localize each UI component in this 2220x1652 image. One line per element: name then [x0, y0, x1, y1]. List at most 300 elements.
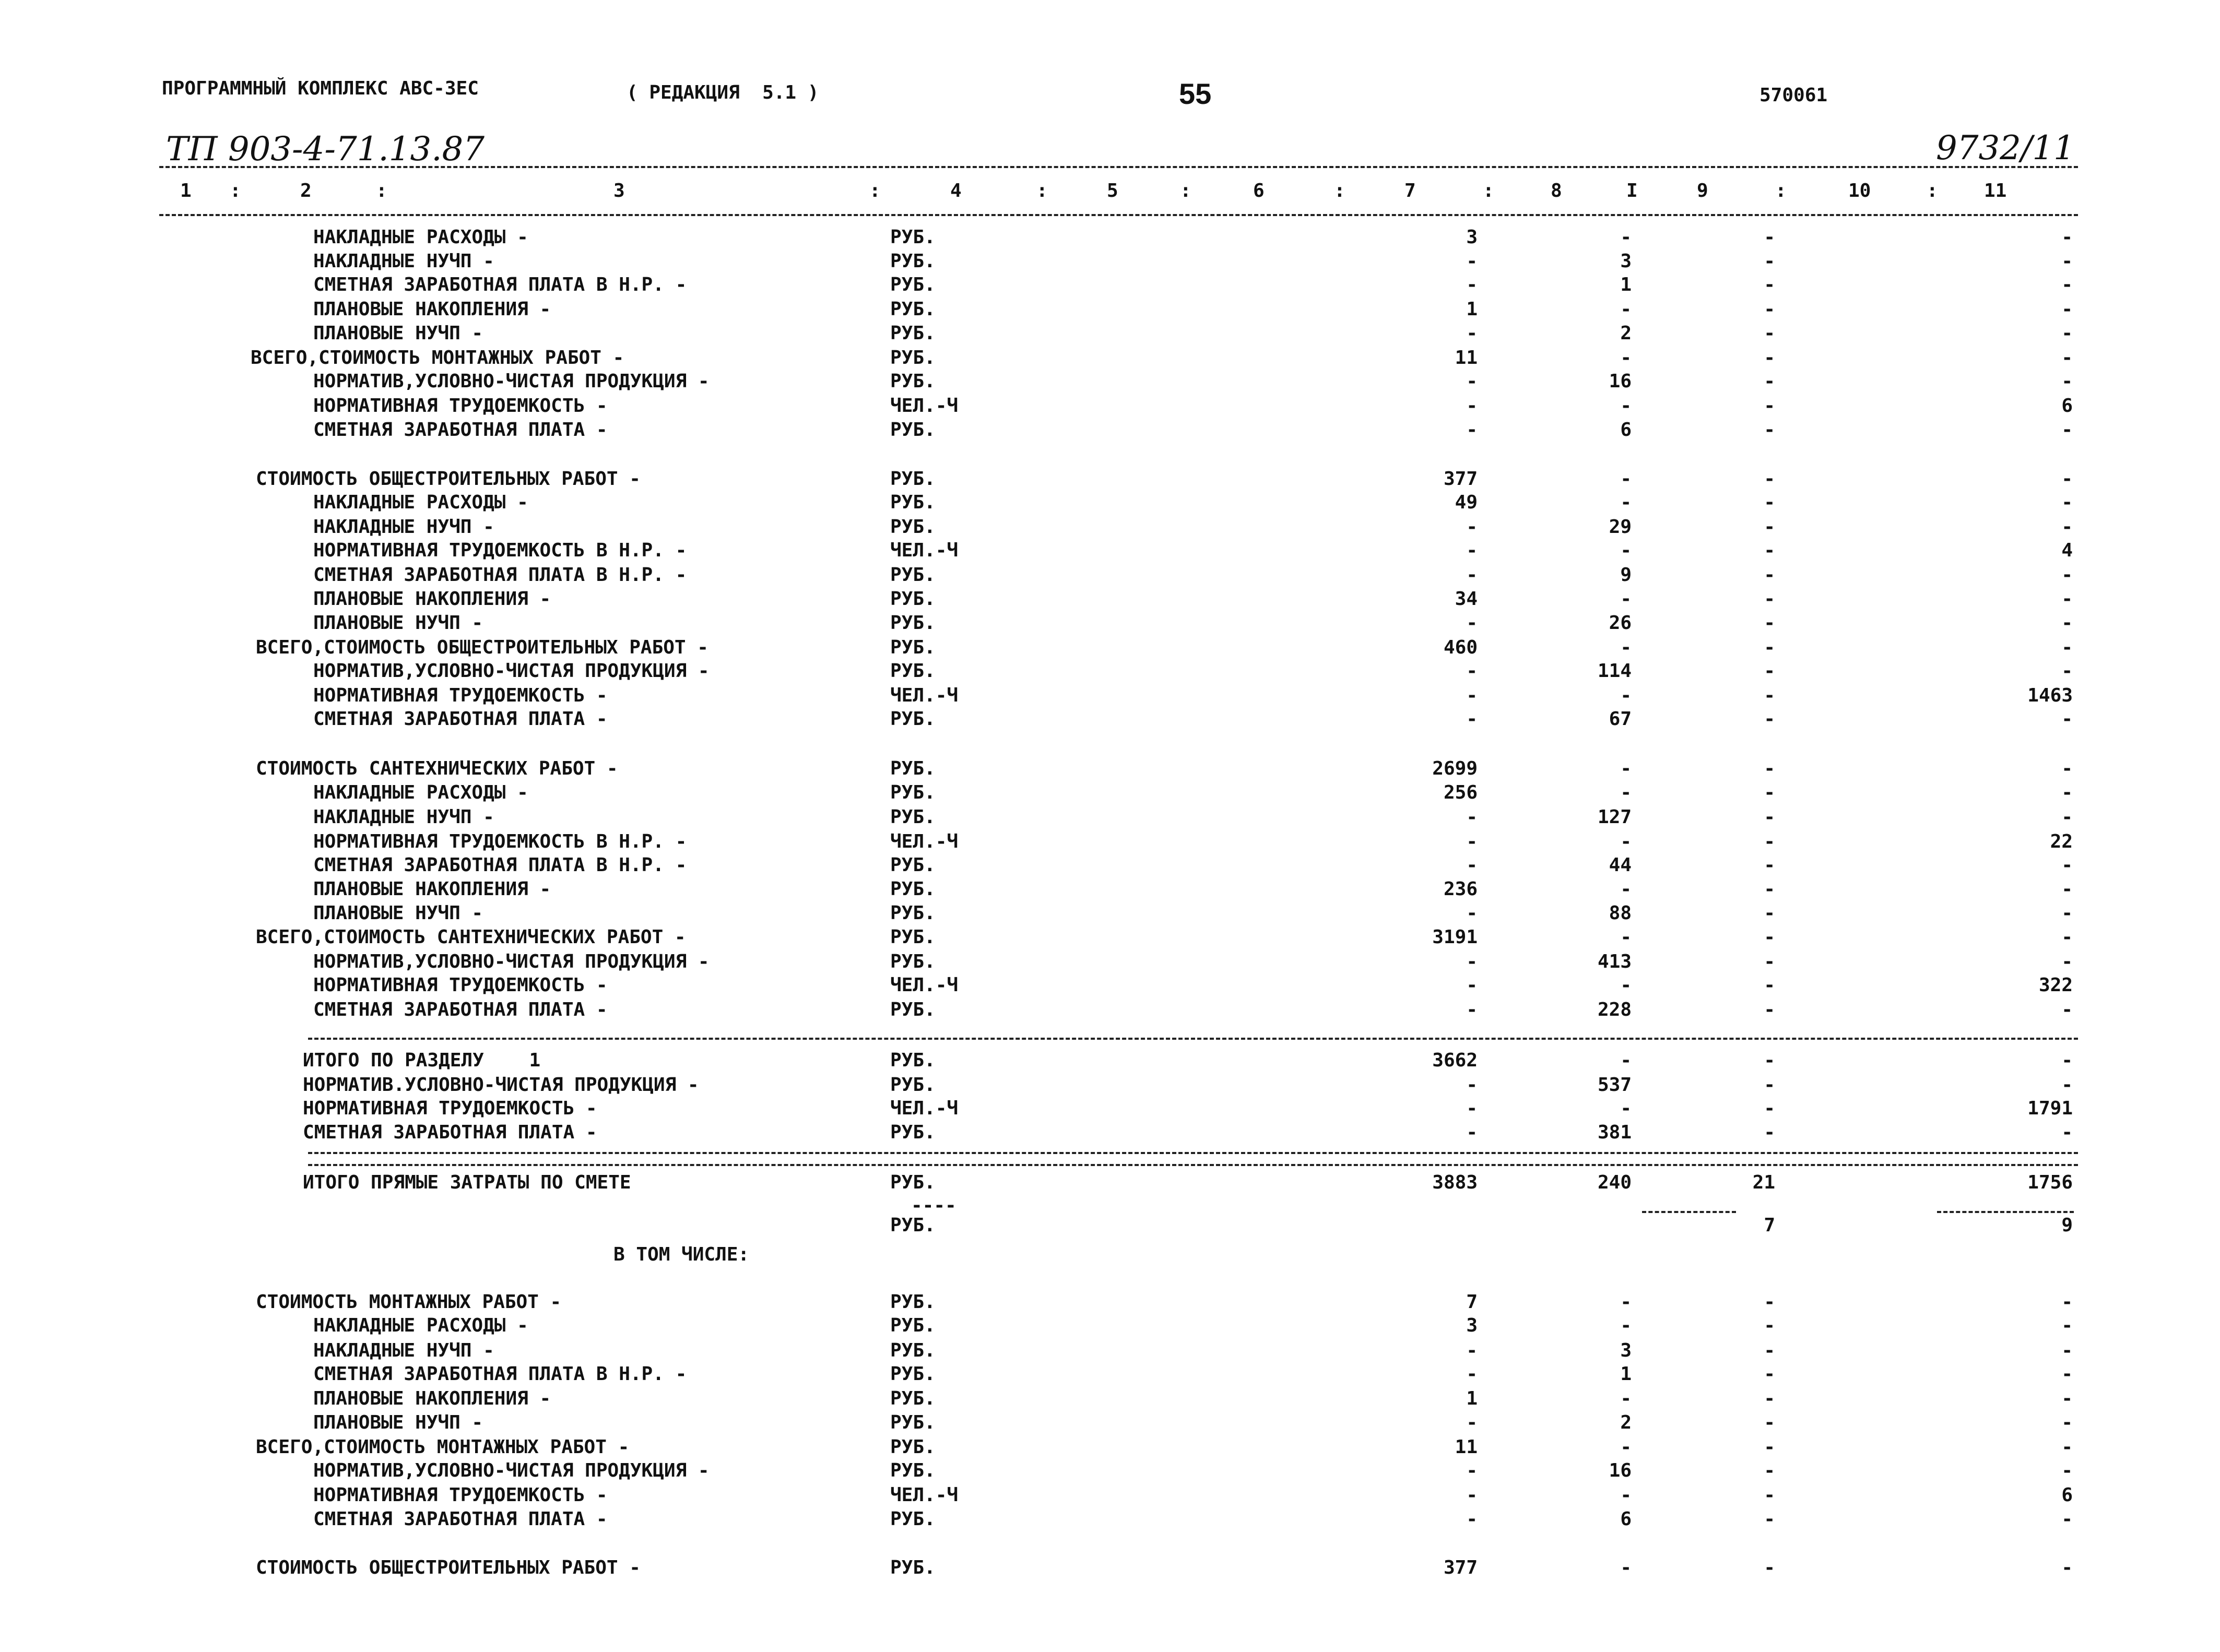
cell-col8: - [1620, 1484, 1632, 1506]
row-label: ВСЕГО,СТОИМОСТЬ МОНТАЖНЫХ РАБОТ - [256, 1436, 630, 1458]
cell-col9: - [1764, 395, 1775, 417]
cell-col7: - [1466, 1508, 1478, 1530]
cell-col9: - [1764, 612, 1775, 634]
cell-col9: - [1764, 1484, 1775, 1506]
cell-col8: 127 [1597, 806, 1632, 828]
cell-col11: - [2061, 1340, 2073, 1361]
row-unit: РУБ. [890, 612, 936, 634]
cell-col8: - [1620, 1388, 1632, 1409]
cell-col9: - [1764, 1460, 1775, 1481]
row-unit: РУБ. [890, 660, 936, 682]
column-header: I [1626, 180, 1638, 201]
row-label: ИТОГО ПО РАЗДЕЛУ 1 [303, 1050, 541, 1071]
cell-col9: - [1764, 708, 1775, 730]
row-label: НОРМАТИВ,УСЛОВНО-ЧИСТАЯ ПРОДУКЦИЯ - [313, 660, 710, 682]
cell-col8: - [1620, 926, 1632, 948]
row-unit: РУБ. [890, 1315, 936, 1336]
header-top-rule [159, 166, 2078, 168]
row-unit: РУБ. [890, 419, 936, 441]
cell-col9: - [1764, 1291, 1775, 1313]
cell-col9: - [1764, 516, 1775, 538]
cell-col7: - [1466, 660, 1478, 682]
cell-col11: - [2061, 806, 2073, 828]
cell-col8: - [1620, 1436, 1632, 1458]
cell-col8: - [1620, 685, 1632, 706]
cell-col9: - [1764, 274, 1775, 295]
cell-col8: 16 [1609, 1460, 1632, 1481]
cell-col9: - [1764, 299, 1775, 320]
cell-col11: - [2061, 758, 2073, 779]
row-unit: РУБ. [890, 1388, 936, 1409]
row-unit: РУБ. [890, 371, 936, 392]
cell-col7: 1 [1466, 1388, 1478, 1409]
cell-col7: - [1466, 540, 1478, 561]
cell-col9: - [1764, 878, 1775, 900]
row-label: НОРМАТИВ.УСЛОВНО-ЧИСТАЯ ПРОДУКЦИЯ - [303, 1074, 699, 1096]
cell-col7: 3 [1466, 1315, 1478, 1336]
cell-col9: - [1764, 371, 1775, 392]
cell-col7: - [1466, 612, 1478, 634]
cell-col9: - [1764, 926, 1775, 948]
row-label: НАКЛАДНЫЕ НУЧП - [313, 1340, 494, 1361]
cell-col8: - [1620, 1098, 1632, 1119]
cell-col11: - [2061, 1436, 2073, 1458]
column-header: : [376, 180, 387, 201]
row-label: НОРМАТИВНАЯ ТРУДОЕМКОСТЬ В Н.Р. - [313, 540, 687, 561]
cell-col8: 413 [1597, 951, 1632, 972]
row-label: СМЕТНАЯ ЗАРАБОТНАЯ ПЛАТА - [313, 1508, 608, 1530]
row-unit: ЧЕЛ.-Ч [890, 831, 959, 852]
row-unit: РУБ. [890, 1412, 936, 1433]
cell-col9: - [1764, 1340, 1775, 1361]
cell-col9: - [1764, 419, 1775, 441]
column-header: : [869, 180, 881, 201]
row-unit: РУБ. [890, 323, 936, 344]
row-label: НАКЛАДНЫЕ РАСХОДЫ - [313, 227, 528, 248]
cell-col7: - [1466, 516, 1478, 538]
column-header: : [1483, 180, 1494, 201]
cell-col8: - [1620, 831, 1632, 852]
column-header: : [1036, 180, 1048, 201]
row-unit: РУБ. [890, 588, 936, 610]
cell-col7: - [1466, 708, 1478, 730]
cell-col11: - [2061, 708, 2073, 730]
cell-col8: 6 [1620, 1508, 1632, 1530]
header-bottom-rule [159, 214, 2078, 216]
cell-col7: - [1466, 274, 1478, 295]
cell-col9: - [1764, 588, 1775, 610]
cell-col7: 3 [1466, 227, 1478, 248]
row-label: НАКЛАДНЫЕ НУЧП - [313, 806, 494, 828]
cell-col11: - [2061, 999, 2073, 1020]
column-header: : [230, 180, 241, 201]
cell-col9: - [1764, 492, 1775, 513]
cell-col7: 3191 [1432, 926, 1478, 948]
row-unit: РУБ. [890, 347, 936, 369]
cell-col11: - [2061, 1412, 2073, 1433]
row-label: СМЕТНАЯ ЗАРАБОТНАЯ ПЛАТА - [303, 1122, 597, 1143]
cell-col7: - [1466, 395, 1478, 417]
row-label: НАКЛАДНЫЕ РАСХОДЫ - [313, 782, 528, 803]
cell-col7: 11 [1455, 347, 1478, 369]
cell-col11: - [2061, 612, 2073, 634]
cell-col8: 3 [1620, 1340, 1632, 1361]
cell-col8: 537 [1597, 1074, 1632, 1096]
cell-col8: - [1620, 468, 1632, 490]
cell-col9: - [1764, 564, 1775, 586]
row-label: ПЛАНОВЫЕ НАКОПЛЕНИЯ - [313, 299, 551, 320]
cell-col9: - [1764, 251, 1775, 272]
row-unit: ЧЕЛ.-Ч [890, 974, 959, 996]
cell-col7: 3662 [1432, 1050, 1478, 1071]
row-label: ПЛАНОВЫЕ НУЧП - [313, 902, 483, 924]
row-unit: ЧЕЛ.-Ч [890, 1484, 959, 1506]
row-unit: РУБ. [890, 854, 936, 876]
cell-col7: - [1466, 951, 1478, 972]
row-label: НОРМАТИВ,УСЛОВНО-ЧИСТАЯ ПРОДУКЦИЯ - [313, 371, 710, 392]
row-unit: РУБ. [890, 708, 936, 730]
cell-col11: 6 [2061, 1484, 2073, 1506]
cell-col9: - [1764, 1557, 1775, 1578]
cell-col9: - [1764, 637, 1775, 658]
cell-col11: - [2061, 637, 2073, 658]
cell-col9: - [1764, 660, 1775, 682]
cell-col7: - [1466, 902, 1478, 924]
row-unit: РУБ. [890, 1050, 936, 1071]
cell-col11: - [2061, 902, 2073, 924]
handwritten-sheet-ref: 9732/11 [1936, 129, 2075, 168]
row-label: СТОИМОСТЬ ОБЩЕСТРОИТЕЛЬНЫХ РАБОТ - [256, 468, 641, 490]
cell-col7: - [1466, 1074, 1478, 1096]
section-rule-3 [308, 1164, 2078, 1166]
cell-col8: 1 [1620, 1363, 1632, 1385]
cell-col9: - [1764, 1074, 1775, 1096]
cell-col11: 322 [2038, 974, 2073, 996]
cell-col9: - [1764, 902, 1775, 924]
cell-col7: 7 [1466, 1291, 1478, 1313]
cell-col9: 7 [1764, 1215, 1775, 1236]
cell-col11: - [2061, 854, 2073, 876]
cell-col7: - [1466, 854, 1478, 876]
handwritten-doc-number: ТП 903-4-71.13.87 [166, 130, 485, 169]
row-unit: ЧЕЛ.-Ч [890, 1098, 959, 1119]
row-unit: РУБ. [890, 299, 936, 320]
document-code: 570061 [1760, 85, 1828, 106]
cell-col8: - [1620, 1557, 1632, 1578]
cell-col7: - [1466, 371, 1478, 392]
row-label: СМЕТНАЯ ЗАРАБОТНАЯ ПЛАТА В Н.Р. - [313, 1363, 687, 1385]
cell-col11: - [2061, 323, 2073, 344]
cell-col7: 11 [1455, 1436, 1478, 1458]
cell-col11: - [2061, 299, 2073, 320]
row-label: ВСЕГО,СТОИМОСТЬ САНТЕХНИЧЕСКИХ РАБОТ - [256, 926, 686, 948]
cell-col7: - [1466, 999, 1478, 1020]
column-header: 9 [1697, 180, 1708, 201]
row-unit: РУБ. [890, 1508, 936, 1530]
cell-col8: - [1620, 227, 1632, 248]
cell-col8: - [1620, 395, 1632, 417]
cell-col9: - [1764, 854, 1775, 876]
cell-col11: - [2061, 1315, 2073, 1336]
cell-col9: - [1764, 1412, 1775, 1433]
row-label: СТОИМОСТЬ САНТЕХНИЧЕСКИХ РАБОТ - [256, 758, 618, 779]
cell-col8: 29 [1609, 516, 1632, 538]
subheading-including: В ТОМ ЧИСЛЕ: [613, 1244, 750, 1265]
column-header: 4 [950, 180, 962, 201]
row-label: НОРМАТИВНАЯ ТРУДОЕМКОСТЬ - [303, 1098, 597, 1119]
cell-col11: - [2061, 468, 2073, 490]
cell-col8: 9 [1620, 564, 1632, 586]
column-header: 6 [1253, 180, 1265, 201]
cell-col9: - [1764, 974, 1775, 996]
row-unit: РУБ. [890, 492, 936, 513]
cell-col8: 88 [1609, 902, 1632, 924]
row-unit: РУБ. [890, 1340, 936, 1361]
cell-col8: 114 [1597, 660, 1632, 682]
cell-col7: 3883 [1432, 1172, 1478, 1193]
row-label: НАКЛАДНЫЕ НУЧП - [313, 516, 494, 538]
page-number: 55 [1179, 77, 1212, 110]
row-label: ПЛАНОВЫЕ НУЧП - [313, 1412, 483, 1433]
total-unit-dashes: ---- [911, 1195, 957, 1216]
row-label: НАКЛАДНЫЕ РАСХОДЫ - [313, 1315, 528, 1336]
row-label: ПЛАНОВЫЕ НАКОПЛЕНИЯ - [313, 878, 551, 900]
cell-col8: 1 [1620, 274, 1632, 295]
cell-col9: - [1764, 831, 1775, 852]
cell-col7: 236 [1443, 878, 1478, 900]
cell-col7: - [1466, 251, 1478, 272]
cell-col11: 22 [2050, 831, 2073, 852]
row-unit: РУБ. [890, 468, 936, 490]
row-label: ВСЕГО,СТОИМОСТЬ МОНТАЖНЫХ РАБОТ - [251, 347, 624, 369]
cell-col7: - [1466, 1412, 1478, 1433]
cell-col9: - [1764, 1315, 1775, 1336]
section-rule-1 [308, 1038, 2078, 1040]
row-label: ПЛАНОВЫЕ НУЧП - [313, 323, 483, 344]
cell-col8: - [1620, 540, 1632, 561]
cell-col8: 228 [1597, 999, 1632, 1020]
row-unit: РУБ. [890, 1215, 936, 1236]
cell-col8: - [1620, 758, 1632, 779]
cell-col11: - [2061, 516, 2073, 538]
row-unit: ЧЕЛ.-Ч [890, 685, 959, 706]
cell-col9: - [1764, 1122, 1775, 1143]
cell-col9: - [1764, 782, 1775, 803]
cell-col9: - [1764, 323, 1775, 344]
cell-col9: - [1764, 999, 1775, 1020]
section-rule-2 [308, 1152, 2078, 1154]
cell-col11: 1791 [2027, 1098, 2073, 1119]
cell-col11: - [2061, 1122, 2073, 1143]
cell-col9: - [1764, 540, 1775, 561]
row-unit: РУБ. [890, 1291, 936, 1313]
cell-col11: - [2061, 1508, 2073, 1530]
subtotal-rule-col9 [1642, 1211, 1736, 1213]
cell-col8: 381 [1597, 1122, 1632, 1143]
column-header: : [1927, 180, 1938, 201]
row-label: СТОИМОСТЬ МОНТАЖНЫХ РАБОТ - [256, 1291, 562, 1313]
cell-col7: 377 [1443, 1557, 1478, 1578]
row-label: НОРМАТИВНАЯ ТРУДОЕМКОСТЬ В Н.Р. - [313, 831, 687, 852]
cell-col11: - [2061, 564, 2073, 586]
cell-col11: - [2061, 926, 2073, 948]
cell-col11: - [2061, 1291, 2073, 1313]
row-unit: РУБ. [890, 516, 936, 538]
cell-col9: - [1764, 1508, 1775, 1530]
cell-col11: - [2061, 347, 2073, 369]
row-label: НОРМАТИВНАЯ ТРУДОЕМКОСТЬ - [313, 974, 608, 996]
row-label: НОРМАТИВНАЯ ТРУДОЕМКОСТЬ - [313, 1484, 608, 1506]
cell-col11: 6 [2061, 395, 2073, 417]
column-header: 8 [1551, 180, 1562, 201]
cell-col11: - [2061, 951, 2073, 972]
cell-col8: - [1620, 637, 1632, 658]
cell-col7: - [1466, 323, 1478, 344]
cell-col11: - [2061, 1074, 2073, 1096]
cell-col11: 1756 [2027, 1172, 2073, 1193]
row-label: ПЛАНОВЫЕ НУЧП - [313, 612, 483, 634]
column-header: 1 [180, 180, 192, 201]
cell-col8: 26 [1609, 612, 1632, 634]
cell-col7: - [1466, 1340, 1478, 1361]
cell-col8: - [1620, 588, 1632, 610]
cell-col9: - [1764, 468, 1775, 490]
row-label: СМЕТНАЯ ЗАРАБОТНАЯ ПЛАТА - [313, 708, 608, 730]
column-header: 7 [1404, 180, 1416, 201]
cell-col11: - [2061, 782, 2073, 803]
cell-col7: - [1466, 1460, 1478, 1481]
row-label: СМЕТНАЯ ЗАРАБОТНАЯ ПЛАТА В Н.Р. - [313, 854, 687, 876]
cell-col8: - [1620, 878, 1632, 900]
cell-col7: - [1466, 419, 1478, 441]
row-label: НАКЛАДНЫЕ НУЧП - [313, 251, 494, 272]
row-label: ПЛАНОВЫЕ НАКОПЛЕНИЯ - [313, 588, 551, 610]
cell-col7: - [1466, 831, 1478, 852]
cell-col9: - [1764, 951, 1775, 972]
cell-col11: - [2061, 660, 2073, 682]
row-unit: РУБ. [890, 1363, 936, 1385]
cell-col9: - [1764, 1050, 1775, 1071]
cell-col7: 34 [1455, 588, 1478, 610]
cell-col11: - [2061, 1460, 2073, 1481]
row-label: ПЛАНОВЫЕ НАКОПЛЕНИЯ - [313, 1388, 551, 1409]
row-label: НОРМАТИВНАЯ ТРУДОЕМКОСТЬ - [313, 395, 608, 417]
column-header: : [1180, 180, 1191, 201]
row-unit: РУБ. [890, 782, 936, 803]
cell-col9: 21 [1752, 1172, 1775, 1193]
row-unit: РУБ. [890, 758, 936, 779]
cell-col7: 1 [1466, 299, 1478, 320]
row-label: ВСЕГО,СТОИМОСТЬ ОБЩЕСТРОИТЕЛЬНЫХ РАБОТ - [256, 637, 708, 658]
row-unit: РУБ. [890, 1557, 936, 1578]
column-header: 5 [1107, 180, 1118, 201]
cell-col11: - [2061, 251, 2073, 272]
cell-col9: - [1764, 1363, 1775, 1385]
cell-col8: 2 [1620, 323, 1632, 344]
cell-col9: - [1764, 806, 1775, 828]
cell-col11: - [2061, 371, 2073, 392]
row-unit: РУБ. [890, 878, 936, 900]
column-header: 3 [613, 180, 625, 201]
row-unit: ЧЕЛ.-Ч [890, 395, 959, 417]
row-unit: РУБ. [890, 1460, 936, 1481]
row-label: НОРМАТИВНАЯ ТРУДОЕМКОСТЬ - [313, 685, 608, 706]
cell-col9: - [1764, 1098, 1775, 1119]
row-label: ИТОГО ПРЯМЫЕ ЗАТРАТЫ ПО СМЕТЕ [303, 1172, 631, 1193]
row-unit: РУБ. [890, 1436, 936, 1458]
row-unit: РУБ. [890, 251, 936, 272]
cell-col8: 240 [1597, 1172, 1632, 1193]
row-unit: РУБ. [890, 1172, 936, 1193]
cell-col8: - [1620, 347, 1632, 369]
edition-label: ( РЕДАКЦИЯ 5.1 ) [627, 82, 819, 103]
row-unit: ЧЕЛ.-Ч [890, 540, 959, 561]
cell-col8: - [1620, 1050, 1632, 1071]
cell-col11: - [2061, 878, 2073, 900]
cell-col11: 9 [2061, 1215, 2073, 1236]
cell-col8: - [1620, 299, 1632, 320]
row-label: СМЕТНАЯ ЗАРАБОТНАЯ ПЛАТА - [313, 419, 608, 441]
cell-col7: - [1466, 685, 1478, 706]
cell-col9: - [1764, 685, 1775, 706]
row-unit: РУБ. [890, 274, 936, 295]
row-unit: РУБ. [890, 902, 936, 924]
cell-col7: - [1466, 1484, 1478, 1506]
row-unit: РУБ. [890, 227, 936, 248]
cell-col8: - [1620, 1291, 1632, 1313]
cell-col7: 2699 [1432, 758, 1478, 779]
row-label: НОРМАТИВ,УСЛОВНО-ЧИСТАЯ ПРОДУКЦИЯ - [313, 1460, 710, 1481]
cell-col8: - [1620, 492, 1632, 513]
row-unit: РУБ. [890, 637, 936, 658]
cell-col7: - [1466, 564, 1478, 586]
cell-col11: - [2061, 1388, 2073, 1409]
row-unit: РУБ. [890, 951, 936, 972]
column-header: : [1334, 180, 1345, 201]
row-unit: РУБ. [890, 1122, 936, 1143]
cell-col11: - [2061, 1557, 2073, 1578]
cell-col7: - [1466, 1122, 1478, 1143]
cell-col8: 44 [1609, 854, 1632, 876]
cell-col11: 1463 [2027, 685, 2073, 706]
row-label: СТОИМОСТЬ ОБЩЕСТРОИТЕЛЬНЫХ РАБОТ - [256, 1557, 641, 1578]
row-label: СМЕТНАЯ ЗАРАБОТНАЯ ПЛАТА В Н.Р. - [313, 274, 687, 295]
cell-col11: - [2061, 419, 2073, 441]
column-header: 2 [300, 180, 312, 201]
row-unit: РУБ. [890, 999, 936, 1020]
cell-col9: - [1764, 758, 1775, 779]
cell-col7: 256 [1443, 782, 1478, 803]
subtotal-rule-col11 [1937, 1211, 2074, 1213]
cell-col7: - [1466, 974, 1478, 996]
cell-col8: - [1620, 974, 1632, 996]
row-unit: РУБ. [890, 1074, 936, 1096]
cell-col11: - [2061, 588, 2073, 610]
cell-col11: 4 [2061, 540, 2073, 561]
cell-col8: 6 [1620, 419, 1632, 441]
cell-col7: 377 [1443, 468, 1478, 490]
cell-col11: - [2061, 274, 2073, 295]
cell-col8: 16 [1609, 371, 1632, 392]
program-title: ПРОГРАММНЫЙ КОМПЛЕКС АВС-3ЕС [162, 78, 479, 99]
cell-col11: - [2061, 227, 2073, 248]
cell-col8: - [1620, 1315, 1632, 1336]
column-header: 10 [1848, 180, 1871, 201]
cell-col11: - [2061, 492, 2073, 513]
column-header: : [1775, 180, 1787, 201]
cell-col9: - [1764, 347, 1775, 369]
cell-col7: - [1466, 806, 1478, 828]
